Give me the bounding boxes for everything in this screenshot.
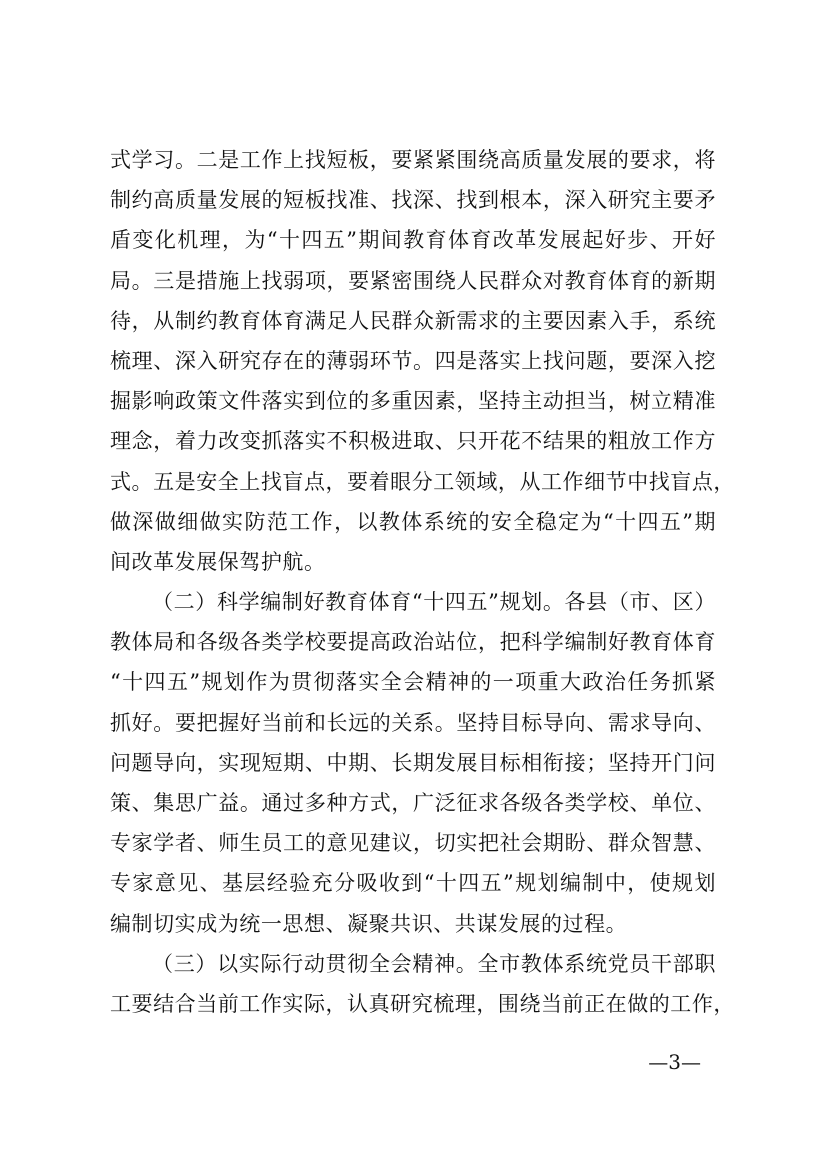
text-line: 教体局和各级各类学校要提高政治站位，把科学编制好教育体育 bbox=[110, 630, 716, 655]
text-line: 编制切实成为统一思想、凝聚共识、共谋发展的过程。 bbox=[110, 911, 628, 936]
text-line: 专家学者、师生员工的意见建议，切实把社会期盼、群众智慧、 bbox=[110, 831, 716, 856]
text-line: 掘影响政策文件落实到位的多重因素，坚持主动担当，树立精准 bbox=[110, 389, 716, 414]
text-line: 策、集思广益。通过多种方式，广泛征求各级各类学校、单位、 bbox=[110, 791, 716, 815]
text-line: 式学习。二是工作上找短板，要紧紧围绕高质量发展的要求，将 bbox=[110, 148, 716, 172]
text-line: 制约高质量发展的短板找准、找深、找到根本，深入研究主要矛 bbox=[110, 188, 716, 213]
text-line: 理念，着力改变抓落实不积极进取、只开花不结果的粗放工作方 bbox=[110, 429, 716, 454]
text-line: 专家意见、基层经验充分吸收到“十四五”规划编制中，使规划 bbox=[110, 871, 716, 896]
text-line: 局。三是措施上找弱项，要紧密围绕人民群众对教育体育的新期 bbox=[110, 268, 716, 293]
text-line: 式。五是安全上找盲点，要着眼分工领域，从工作细节中找盲点， bbox=[110, 469, 735, 494]
text-line: 盾变化机理，为“十四五”期间教育体育改革发展起好步、开好 bbox=[110, 228, 716, 253]
text-line: 梳理、深入研究存在的薄弱环节。四是落实上找问题，要深入挖 bbox=[110, 348, 716, 373]
text-line: 待，从制约教育体育满足人民群众新需求的主要因素入手，系统 bbox=[110, 308, 716, 333]
section-heading-line: （三）以实际行动贯彻全会精神。全市教体系统党员干部职 bbox=[152, 951, 716, 976]
text-line: 做深做细做实防范工作，以教体系统的安全稳定为“十四五”期 bbox=[110, 509, 716, 534]
text-line: 工要结合当前工作实际，认真研究梳理，围绕当前正在做的工作， bbox=[110, 991, 735, 1016]
text-line: 问题导向，实现短期、中期、长期发展目标相衔接；坚持开门问 bbox=[110, 750, 716, 775]
text-line: 间改革发展保驾护航。 bbox=[110, 549, 326, 574]
body-text bbox=[110, 140, 735, 1024]
section-heading-line: （二）科学编制好教育体育“十四五”规划。各县（市、区） bbox=[152, 590, 716, 615]
text-line: 抓好。要把握好当前和长远的关系。坚持目标导向、需求导向、 bbox=[110, 710, 716, 735]
text-line: “十四五”规划作为贯彻落实全会精神的一项重大政治任务抓紧 bbox=[110, 670, 716, 695]
page-number: —3— bbox=[648, 1050, 701, 1074]
